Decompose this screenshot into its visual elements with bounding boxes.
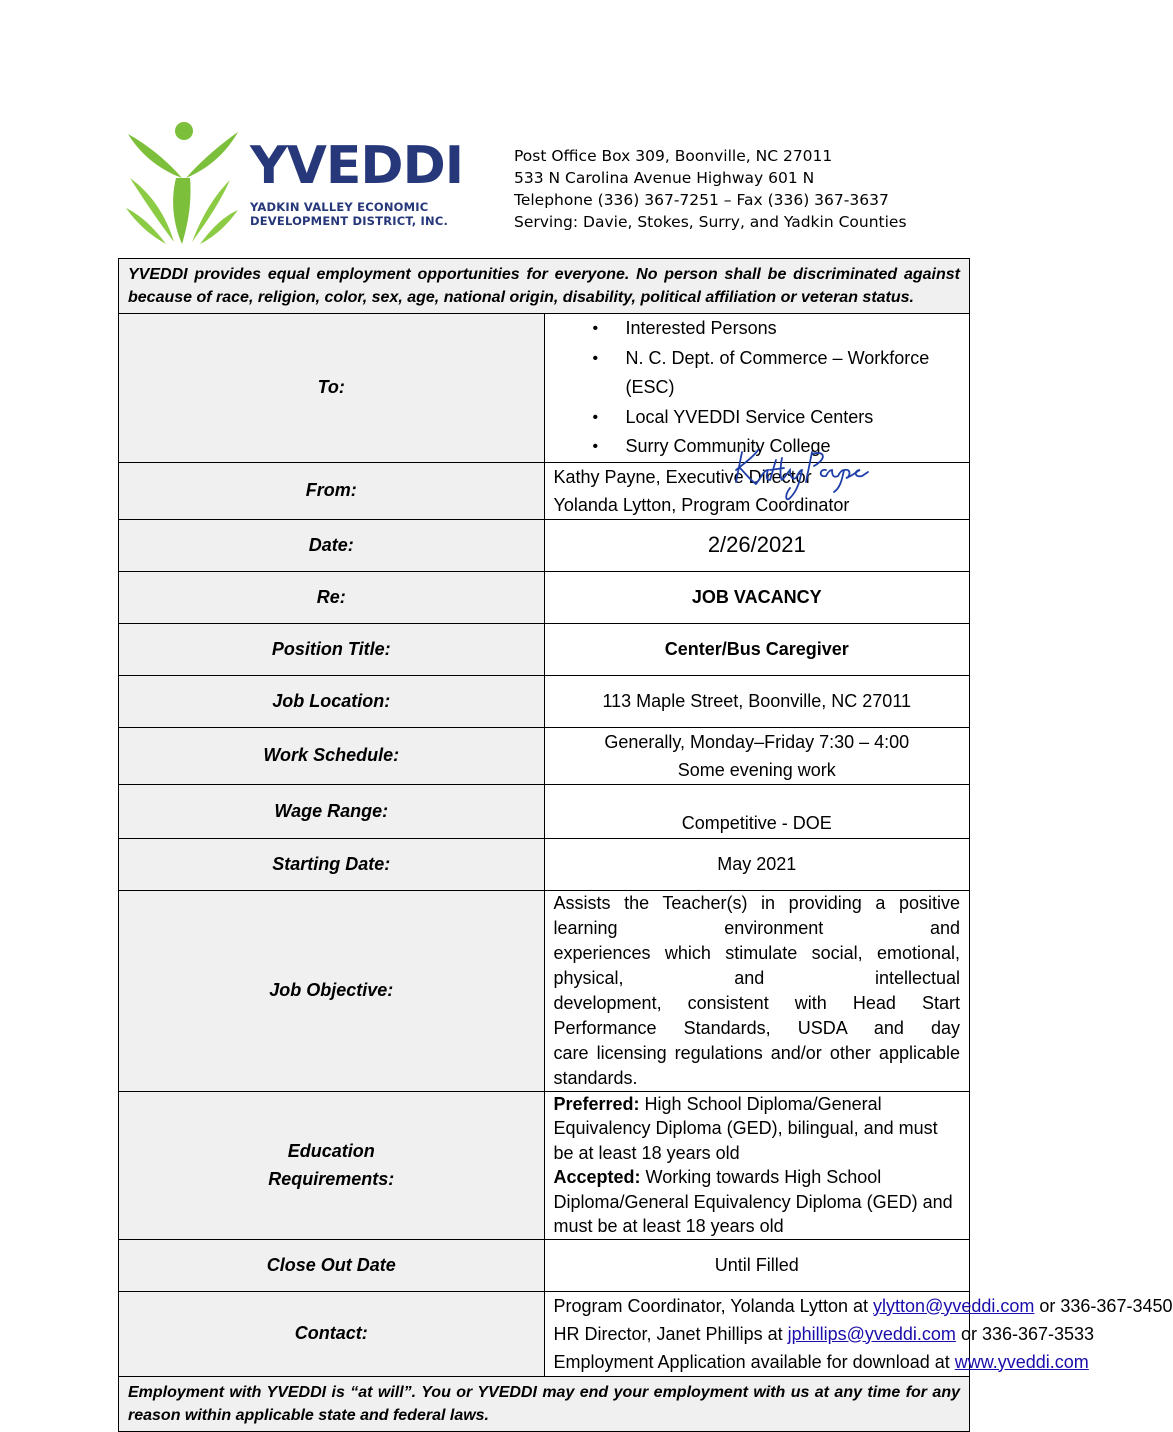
contact-line (553, 1292, 1173, 1320)
job-location-label: Job Location: (119, 675, 545, 727)
date-label: Date: (119, 519, 545, 571)
from-line: Kathy Payne, Executive Director (553, 466, 812, 487)
logo-title: YVEDDI (250, 136, 464, 196)
schedule-line: Some evening work (677, 759, 836, 780)
recipient-item: • Surry Community College (626, 432, 961, 462)
recipient-item: • Local YVEDDI Service Centers (626, 403, 961, 433)
address-line: Telephone (336) 367-7251 – Fax (336) 367-3637 (514, 191, 889, 209)
job-objective-value (544, 890, 970, 1091)
address-block (514, 145, 907, 233)
accepted-text: Working towards High School Diploma/General Equivalency Diploma (GED) and must be at least 18 years old (553, 1167, 953, 1236)
starting-date-value: May 2021 (544, 838, 970, 890)
address-line: Post Office Box 309, Boonville, NC 27011 (514, 147, 833, 165)
from-label: From: (119, 462, 545, 519)
job-location-value: 113 Maple Street, Boonville, NC 27011 (544, 675, 970, 727)
address-line: Serving: Davie, Stokes, Surry, and Yadkin Counties (514, 213, 907, 231)
to-label: To: (119, 314, 545, 463)
job-vacancy-table (118, 258, 1173, 1432)
from-line: Yolanda Lytton, Program Coordinator (553, 494, 850, 515)
contact-label: Contact: (119, 1291, 545, 1376)
address-line: 533 N Carolina Avenue Highway 601 N (514, 169, 815, 187)
education-label (119, 1091, 545, 1239)
close-out-date-label: Close Out Date (119, 1239, 545, 1291)
contact-text: Program Coordinator, Yolanda Lytton at (553, 1295, 874, 1316)
equal-opportunity-notice: YVEDDI provides equal employment opportunities for everyone. No person shall be discriminated against because of race, religion, color, sex, age, national origin, disability, political affiliation or veteran status. (119, 259, 970, 314)
position-title-label: Position Title: (119, 623, 545, 675)
wage-range-value: Competitive - DOE (544, 784, 970, 838)
contact-text: or 336-367-3450 (1034, 1295, 1173, 1316)
contact-text: or 336-367-3533 (955, 1323, 1095, 1344)
email-link-jphillips[interactable]: jphillips@yveddi.com (787, 1323, 956, 1344)
work-schedule-value (544, 727, 970, 784)
work-schedule-label: Work Schedule: (119, 727, 545, 784)
logo-figure-icon (126, 120, 250, 246)
starting-date-label: Starting Date: (119, 838, 545, 890)
objective-line: experiences which stimulate social, emotional, physical, and intellectual (553, 942, 960, 988)
recipient-item: • Interested Persons (626, 314, 961, 344)
close-out-date-value: Until Filled (544, 1239, 970, 1291)
schedule-line: Generally, Monday–Friday 7:30 – 4:00 (604, 731, 910, 752)
logo-subtitle: YADKIN VALLEY ECONOMIC DEVELOPMENT DISTRICT, INC. (250, 200, 449, 228)
yveddi-logo (126, 120, 464, 246)
objective-line: development, consistent with Head Start Performance Standards, USDA and day (553, 992, 960, 1038)
date-value: 2/26/2021 (544, 519, 970, 571)
contact-value (544, 1291, 1173, 1376)
preferred-label: Preferred: (553, 1093, 640, 1114)
objective-line: Assists the Teacher(s) in providing a positive learning environment and (553, 892, 960, 938)
education-label-line: Education (287, 1141, 375, 1161)
preferred-text: High School Diploma/General Equivalency Diploma (GED), bilingual, and must be at least 18 years old (553, 1093, 938, 1163)
position-title-value: Center/Bus Caregiver (544, 623, 970, 675)
education-label-line: Requirements: (268, 1169, 395, 1189)
education-value (544, 1091, 970, 1239)
education-accepted (554, 1165, 961, 1239)
contact-line (553, 1320, 1095, 1348)
wage-range-label: Wage Range: (119, 784, 545, 838)
email-link-ylytton[interactable]: ylytton@yveddi.com (873, 1295, 1035, 1316)
at-will-notice: Employment with YVEDDI is “at will”. You or YVEDDI may end your employment with us at any time for any reason within applicable state and federal laws. (119, 1376, 970, 1431)
contact-text: Employment Application available for download at (553, 1351, 955, 1372)
website-link[interactable]: www.yveddi.com (954, 1351, 1089, 1372)
recipient-item: • N. C. Dept. of Commerce – Workforce (ESC) (626, 344, 961, 403)
education-preferred (554, 1092, 961, 1166)
contact-text: HR Director, Janet Phillips at (553, 1323, 788, 1344)
job-objective-label: Job Objective: (119, 890, 545, 1091)
objective-line: care licensing regulations and/or other applicable standards. (553, 1042, 960, 1088)
signature-image (732, 440, 872, 504)
contact-line (553, 1348, 1089, 1376)
re-label: Re: (119, 571, 545, 623)
accepted-label: Accepted: (553, 1167, 641, 1187)
re-value: JOB VACANCY (544, 571, 970, 623)
